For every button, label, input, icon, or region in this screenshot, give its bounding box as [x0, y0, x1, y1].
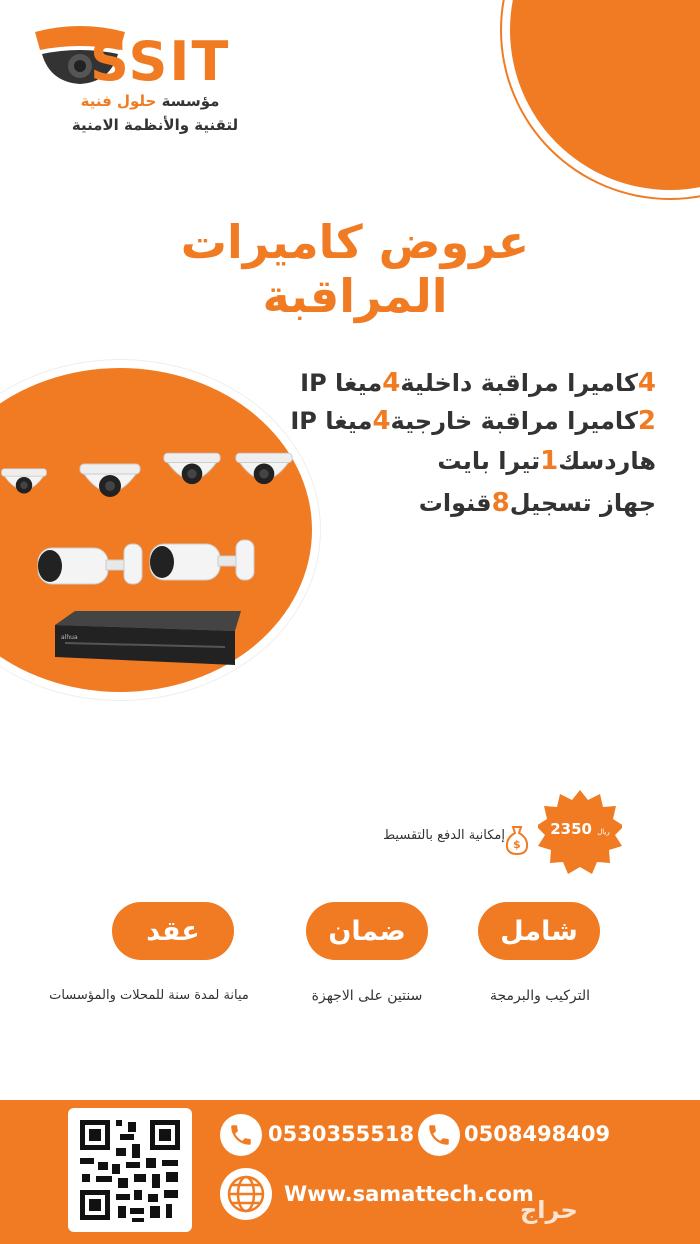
phone-number[interactable]: 0508498409 — [464, 1122, 611, 1146]
feature-number: 4 — [637, 368, 656, 398]
dome-camera-icon — [0, 462, 48, 504]
feature-text: ميغا IP — [300, 369, 383, 397]
globe-icon — [220, 1168, 272, 1220]
feature-number: 2 — [637, 406, 656, 436]
pill-caption: ميانة لمدة سنة للمحلات والمؤسسات — [49, 988, 249, 1003]
phone-icon — [220, 1114, 262, 1156]
feature-text: تيرا بايت — [437, 447, 541, 475]
feature-number: 4 — [382, 368, 401, 398]
pill-caption: سنتين على الاجهزة — [311, 988, 423, 1004]
feature-harddisk — [437, 446, 656, 476]
installment-label: إمكانية الدفع بالتقسيط — [383, 828, 505, 843]
svg-text:alhua: alhua — [61, 634, 78, 641]
feature-text: كاميرا مراقبة داخلية — [400, 369, 638, 397]
dvr-recorder-icon — [45, 605, 245, 675]
feature-recorder — [419, 488, 656, 518]
feature-number: 8 — [491, 488, 510, 518]
price-currency: ريال — [597, 828, 610, 836]
brand-highlight: حلول فنية — [80, 92, 157, 110]
pill-caption: التركيب والبرمجة — [489, 988, 591, 1004]
price-value — [545, 820, 615, 838]
pill-contract: عقد — [112, 902, 234, 960]
feature-indoor-cameras — [300, 368, 656, 398]
brand-prefix: مؤسسة — [156, 92, 220, 110]
feature-text: قنوات — [418, 489, 492, 517]
phone-number[interactable]: 0530355518 — [268, 1122, 415, 1146]
website-link[interactable]: Www.samattech.com — [284, 1182, 534, 1206]
headline: عروض كاميرات المراقبة — [180, 215, 530, 323]
dome-camera-icon — [78, 462, 142, 504]
money-bag-icon — [505, 825, 529, 855]
logo-text: SSIT — [90, 30, 231, 93]
dome-camera-icon — [162, 450, 222, 492]
feature-outdoor-cameras — [290, 406, 656, 436]
watermark: حراج — [520, 1196, 578, 1224]
feature-text: كاميرا مراقبة خارجية — [390, 407, 638, 435]
dome-camera-icon — [234, 450, 294, 492]
feature-number: 4 — [372, 406, 391, 436]
qr-code[interactable] — [68, 1108, 192, 1232]
phone-icon — [418, 1114, 460, 1156]
brand-tagline: لتقنية والأنظمة الامنية — [71, 116, 239, 134]
decorative-circle — [510, 0, 700, 190]
bullet-camera-icon — [148, 536, 258, 588]
feature-text: جهاز تسجيل — [509, 489, 656, 517]
qr-code-image — [68, 1108, 192, 1232]
bullet-camera-icon — [36, 540, 146, 592]
brand-name — [60, 92, 240, 110]
price-number: 2350 — [550, 820, 592, 838]
feature-text: ميغا IP — [290, 407, 373, 435]
feature-text: هاردسك — [558, 447, 656, 475]
pill-warranty: ضمان — [306, 902, 428, 960]
svg-text:$: $ — [513, 838, 521, 851]
feature-number: 1 — [540, 446, 559, 476]
pill-comprehensive: شامل — [478, 902, 600, 960]
